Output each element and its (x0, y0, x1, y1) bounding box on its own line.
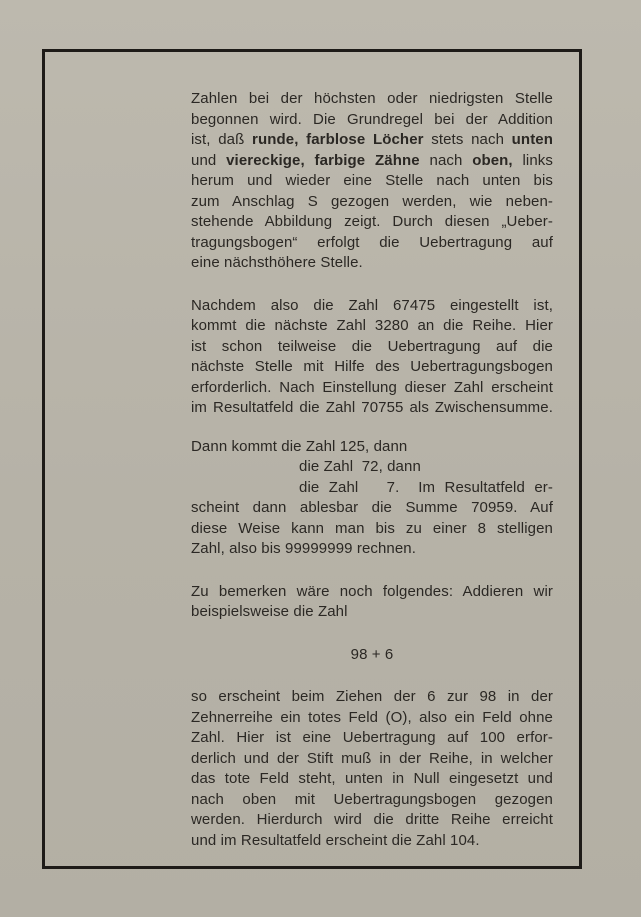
bold-term-round-holes: runde, farblose Löcher (252, 131, 424, 148)
text-line: herum und wieder eine Stelle nach unten bis (191, 172, 553, 189)
frame-top-rule (42, 49, 582, 52)
text-line: die Zahl 72, dann (299, 458, 421, 475)
text-run: links (512, 151, 553, 169)
text-line: werden. Hierdurch wird die dritte Reihe erreicht (191, 811, 553, 828)
paragraph-addition-rule (191, 89, 553, 274)
text-line: das tote Feld steht, unten in Null eingesetzt und (191, 770, 553, 787)
text-line: diese Weise kann man bis zu einer 8 stelligen (191, 519, 553, 537)
text-line: ist schon teilweise die Uebertragung auf die (191, 337, 553, 355)
frame-left-rule (42, 49, 45, 869)
text-line: erforderlich. Nach Einstellung dieser Zahl erscheint (191, 378, 553, 396)
frame-right-rule (579, 49, 582, 869)
text-run: und (191, 151, 227, 169)
text-line: Zu bemerken wäre noch folgendes: Addieren wir (191, 582, 553, 600)
text-run: stets nach (423, 131, 512, 148)
text-body (191, 89, 553, 851)
text-line: Zahlen bei der höchsten oder niedrigsten Stelle (191, 90, 553, 107)
text-line: stehende Abbildung zeigt. Durch diesen „Ueber- (191, 213, 553, 230)
text-line: kommt die nächste Zahl 3280 an die Reihe. Hier (191, 317, 553, 334)
text-line: und im Resultatfeld erscheint die Zahl 104. (191, 831, 480, 849)
paragraph-second-number (191, 296, 553, 419)
text-line: Zehnerreihe ein totes Feld (O), also ein Feld ohne (191, 708, 553, 726)
text-line: Nachdem also die Zahl 67475 eingestellt ist, (191, 296, 553, 314)
text-line: Dann kommt die Zahl 125, dann (191, 437, 408, 455)
formula-example: 98 + 6 (350, 645, 394, 663)
paragraph-note (191, 582, 553, 623)
text-run: nach (419, 151, 473, 169)
text-line: derlich und der Stift muß in der Reihe, in welcher (191, 749, 553, 767)
text-line: beispielsweise die Zahl (191, 603, 348, 620)
text-line: zum Anschlag S gezogen werden, wie neben- (191, 192, 553, 210)
bold-term-up: oben, (472, 151, 513, 169)
text-line (191, 130, 553, 151)
text-line: begonnen wird. Die Grundregel bei der Addition (191, 110, 553, 128)
paragraph-further-numbers (191, 437, 553, 560)
paragraph-dead-field (191, 687, 553, 851)
text-line: eine nächsthöhere Stelle. (191, 254, 363, 271)
text-line: Zahl, also bis 99999999 rechnen. (191, 540, 417, 557)
frame-bottom-rule (42, 866, 582, 869)
text-line: nächste Stelle mit Hilfe des Uebertragungsbogen (191, 358, 553, 375)
bold-term-square-teeth: viereckige, farbige Zähne (226, 151, 420, 169)
text-line: die Zahl 7. Im Resultatfeld er- (299, 478, 553, 496)
bold-term-down: unten (511, 131, 553, 148)
text-line (191, 151, 553, 172)
text-line: Zahl. Hier ist eine Uebertragung auf 100 erfor- (191, 729, 553, 746)
text-run: ist, daß (191, 131, 253, 148)
text-line: so erscheint beim Ziehen der 6 zur 98 in der (191, 688, 553, 705)
text-line: nach oben mit Uebertragungsbogen gezogen (191, 790, 553, 808)
text-line: im Resultatfeld die Zahl 70755 als Zwischensumme. (191, 399, 553, 416)
text-line: tragungsbogen“ erfolgt die Uebertragung auf (191, 233, 553, 251)
text-line: scheint dann ablesbar die Summe 70959. Auf (191, 499, 553, 516)
